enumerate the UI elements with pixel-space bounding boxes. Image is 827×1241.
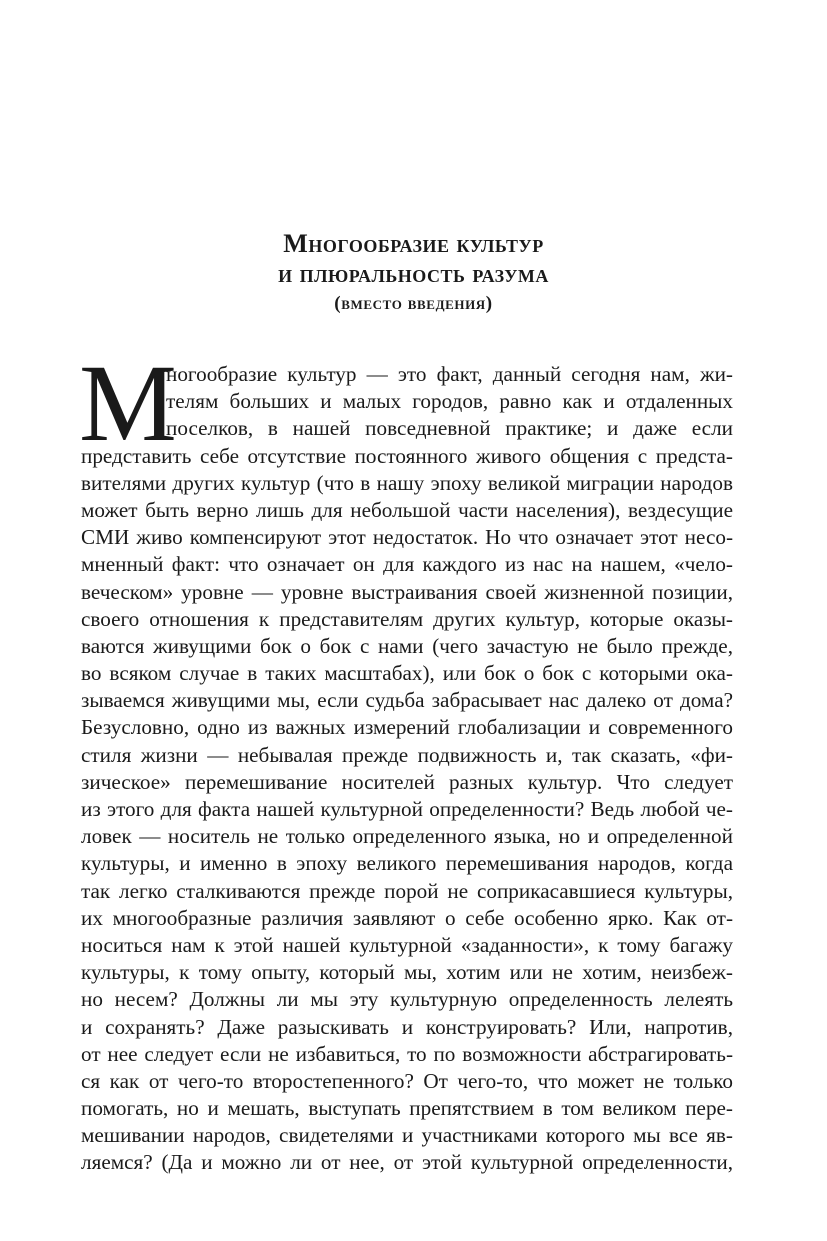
text-line: зическое» перемешивание носителей разных культур. Что следует — [81, 769, 733, 794]
chapter-title-line-2: и плюральность разума — [278, 259, 549, 288]
text-line: ловек — носитель не только определенного языка, но и определенной — [81, 824, 733, 849]
text-line: их многообразные различия заявляют о себе особенно ярко. Как от- — [81, 905, 733, 930]
text-line: телям больших и малых городов, равно как и отдаленных — [166, 389, 733, 414]
text-line: стиля жизни — небывалая прежде подвижность и, так сказать, «фи- — [81, 742, 733, 767]
text-line: СМИ живо компенсируют этот недостаток. Но что означает этот несо- — [81, 525, 733, 550]
text-line: ваются живущими бок о бок с нами (чего зачастую не было прежде, — [81, 633, 733, 658]
text-line: но несем? Должны ли мы эту культурную определенность лелеять — [81, 987, 733, 1012]
text-line: культуры, к тому опыту, который мы, хотим или не хотим, неизбеж- — [81, 960, 733, 985]
text-line: Безусловно, одно из важных измерений глобализации и современного — [81, 715, 733, 740]
text-line: поселков, в нашей повседневной практике; и даже если — [166, 416, 733, 441]
text-line: от нее следует если не избавиться, то по возможности абстрагировать- — [81, 1041, 733, 1066]
text-line: ся как от чего-то второстепенного? От чего-то, что может не только — [81, 1068, 733, 1093]
text-line: носиться нам к этой нашей культурной «заданности», к тому багажу — [81, 932, 733, 957]
text-line: представить себе отсутствие постоянного живого общения с предста- — [81, 443, 733, 468]
text-line: ляемся? (Да и можно ли от нее, от этой культурной определенности, — [81, 1150, 733, 1175]
text-line: и сохранять? Даже разыскивать и конструировать? Или, напротив, — [81, 1014, 733, 1039]
drop-cap: М — [79, 342, 177, 464]
text-line: мешивании народов, свидетелями и участниками которого мы все яв- — [81, 1123, 733, 1148]
text-line: мненный факт: что означает он для каждого из нас на нашем, «чело- — [81, 552, 733, 577]
text-line: культуры, и именно в эпоху великого перемешивания народов, когда — [81, 851, 733, 876]
text-line: помогать, но и мешать, выступать препятствием в том великом пере- — [81, 1096, 733, 1121]
text-line: ногообразие культур — это факт, данный сегодня нам, жи- — [166, 362, 733, 386]
chapter-title-line-1: Многообразие культур — [283, 229, 544, 258]
chapter-subtitle: (вместо введения) — [334, 293, 493, 314]
body-paragraph — [79, 342, 733, 1177]
text-line: во всяком случае в таких масштабах), или бок о бок с которыми ока- — [81, 661, 733, 686]
text-line: зываемся живущими мы, если судьба забрасывает нас далеко от дома? — [81, 688, 733, 713]
text-line: вителями других культур (что в нашу эпоху великой миграции народов — [81, 470, 733, 495]
text-line: веческом» уровне — уровне выстраивания своей жизненной позиции, — [81, 579, 733, 604]
text-line: может быть верно лишь для небольшой части населения), вездесущие — [81, 497, 733, 522]
text-line: своего отношения к представителям других культур, которые оказы- — [81, 606, 733, 631]
text-line: из этого для факта нашей культурной определенности? Ведь любой че- — [81, 797, 733, 821]
text-line: так легко сталкиваются прежде порой не соприкасавшиеся культуры, — [81, 878, 733, 903]
